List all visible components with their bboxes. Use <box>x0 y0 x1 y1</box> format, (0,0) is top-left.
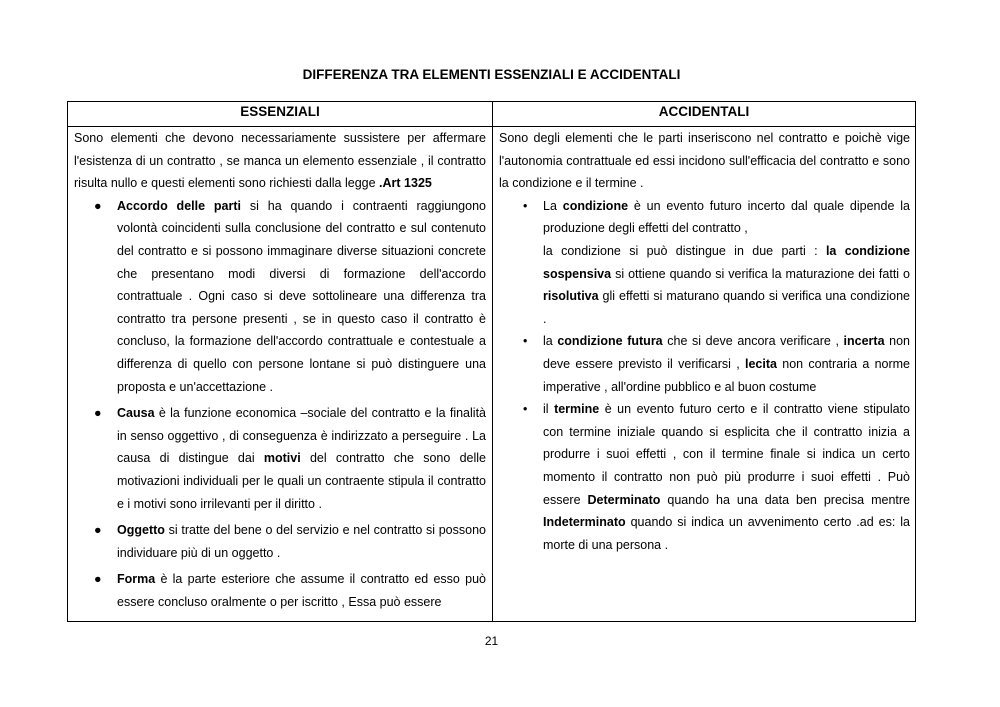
bullet-icon: ● <box>94 572 102 587</box>
list-item-accordo: ● Accordo delle parti si ha quando i contraenti raggiungono volontà coincidenti sulla conclusione del contratto e sul contenuto del contratto e si possono immaginare diverse situazioni concrete che presentano modi diversi di formazione dell'accordo contrattuale . Ogni caso si deve sottolineare una differenza tra contratto tra persone presenti , se in questo caso il contratto è concluso, la formazione dell'accordo contrattuale e contestuale a differenza di quello con persone lontane si può distinguere una proposta e un'accettazione . <box>74 195 486 398</box>
accidentali-list <box>499 195 910 557</box>
header-essenziali: ESSENZIALI <box>240 104 320 119</box>
term-causa: Causa <box>117 406 155 421</box>
essenziali-list <box>74 195 486 614</box>
list-item-condizione: • La condizione è un evento futuro incerto dal quale dipende la produzione degli effetti del contratto , la condizione si può distingue in due parti : la condizione sospensiva si ottiene quando si verifica la maturazione dei fatti o risolutiva gli effetti si maturano quando si verifica una condizione . <box>499 195 910 331</box>
accidentali-intro: Sono degli elementi che le parti inseriscono nel contratto e poichè vige l'autonomia contrattuale ed essi incidono sull'efficacia del contratto e sono la condizione e il termine . <box>499 131 910 191</box>
bullet-icon: ● <box>94 198 102 213</box>
essenziali-cell <box>74 127 486 617</box>
list-item-forma: ● Forma è la parte esteriore che assume il contratto ed esso può essere concluso oralmente o per iscritto , Essa può essere <box>74 568 486 613</box>
bullet-icon: ● <box>94 523 102 538</box>
accidentali-cell <box>499 127 910 556</box>
comparison-table <box>67 101 916 622</box>
list-item-oggetto: ● Oggetto si tratte del bene o del servizio e nel contratto si possono individuare più di un oggetto . <box>74 519 486 564</box>
document-title: DIFFERENZA TRA ELEMENTI ESSENZIALI E ACCIDENTALI <box>302 67 681 82</box>
bullet-icon: ● <box>94 406 102 421</box>
header-accidentali: ACCIDENTALI <box>658 104 750 119</box>
bullet-icon: • <box>523 198 528 213</box>
article-reference: .Art 1325 <box>379 176 432 191</box>
list-item-condizione-futura: • la condizione futura che si deve ancora verificare , incerta non deve essere previsto il verificarsi , lecita non contraria a norme imperative , all'ordine pubblico e al buon costume <box>499 330 910 398</box>
page-number: 21 <box>484 634 499 648</box>
term-motivi: motivi <box>263 451 301 466</box>
bullet-icon: • <box>523 334 528 349</box>
essenziali-intro: Sono elementi che devono necessariamente sussistere per affermare l'esistenza di un contratto , se manca un elemento essenziale , il contratto risulta nullo e questi elementi sono richiesti dalla legge .Art 1325 <box>74 131 486 191</box>
term-accordo: Accordo delle parti <box>117 198 241 213</box>
term-forma: Forma <box>117 572 156 587</box>
list-item-termine: • il termine è un evento futuro certo e il contratto viene stipulato con termine iniziale quando si esplicita che il contratto inizia a produrre i suoi effetti , con il termine finale si indica un certo momento il contratto non può più produrre i suoi effetti . Può essere Determinato quando ha una data ben precisa mentre Indeterminato quando si indica un avvenimento certo .ad es: la morte di una persona . <box>499 398 910 556</box>
list-item-causa: ● Causa è la funzione economica –sociale del contratto e la finalità in senso oggettivo , di conseguenza è indirizzato a perseguire . La causa di distingue dai motivi del contratto che sono delle motivazioni individuali per le quali un contraente stipula il contratto e i motivi sono irrilevanti per il diritto . <box>74 402 486 515</box>
bullet-icon: • <box>523 402 528 417</box>
term-oggetto: Oggetto <box>117 523 165 538</box>
column-divider <box>492 102 493 621</box>
